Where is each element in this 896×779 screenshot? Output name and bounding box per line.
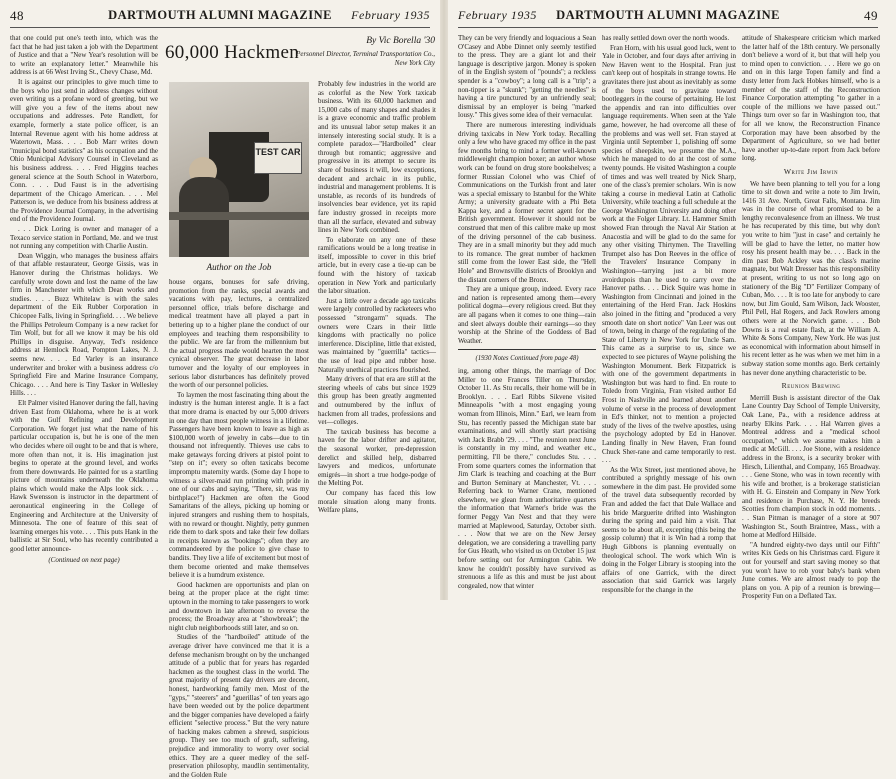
left-running-head bbox=[10, 8, 430, 24]
article-byline: By Vic Borella '30 bbox=[366, 36, 435, 46]
paragraph: Just a little over a decade ago taxicabs were largely controlled by racketeers who possessed "strongarm" squads. The owners were Czars in their little kingdoms with practically no police interference. Discipline, little that existed, was maintained by "guerrilla" tactics—the use of lead pipe and rubber hose. Naturally unethical practices flourished. bbox=[318, 296, 436, 374]
photo-caption: Author on the Job bbox=[206, 262, 272, 272]
article-title: 60,000 Hackmen bbox=[165, 42, 299, 63]
paragraph: ing, among other things, the marriage of Doc Miller to one Frances Tiller on Thursday, October 11. As Stu recalls, their home will be in Brooklyn. . . . Earl Ribbs Sikvene visited Minneapolis "with a most engaging young woman from Illinois, Minn." Earl, we learn from Stu, has recently passed the Michigan state bar examinations, and will shortly start practising with Jack Brabb '29. . . . "The reunion next June is constantly in my mind, and weather etc., permitting, I'll be there," concludes Stu. . . . From some quarters comes the information that Jim Clark is teaching and coaching at the Burr and Burton Seminary at Manchester, Vt. . . . Referring back to Warner Crane, mentioned elsewhere, we glean from authoritative quarters the information that Warner's bride was the former Peggy Van Nest and that they were married at Maplewood, Saturday, October sixth. . . . Now that we are on the New Jersey delegation, we are considering a travelling party for Gus Heath, who visited us on October 15 just before setting out for Armington Cabin. We know he couldn't possibly have survived as strenuous a life as this and must be just about congealed, now that winter bbox=[458, 366, 596, 590]
continued-from-note: (1930 Notes Continued from page 48) bbox=[475, 355, 579, 363]
page-gutter bbox=[440, 0, 448, 600]
right-column-3 bbox=[742, 34, 880, 601]
paragraph: It is against our principles to give much time to the boys who just send in address changes without even writing us a profane word of greeting, but we will give you a few of the items about new occupations and addresses. Pete Randlett, for example, formerly a state police officer, is an Internal Revenue agent with his home address at Watertown, Mass. . . . Bob Marr writes down "municipal bond statistics" as his occupation and the Ohio Municipal Advisory Counsel in Cleveland as his business address. . . . Fred Higgins teaches general science at the South School in Waterboro, Conn. . . . Dud Faust is in the advertising department of the Chicago American. . . . Mel Patterson is, we deduce from his business address at the Providence Journal Company, in the advertising end of the Providence Journal. bbox=[10, 77, 158, 224]
right-magazine-title: DARTMOUTH ALUMNI MAGAZINE bbox=[556, 8, 780, 22]
paragraph: We have been planning to tell you for a long time to sit down and write a note to Jim Irwin, 1416 31 Ave. North, Great Falls, Montana. Jim was in the course of what promised to be a lengthy reconvalesence from an illness. We trust he has recuperated by this time, but why don't you write to him "just in case" and certainly he will be glad to have the letter, no matter how rosy his present health may be. . . . Back in the dim past Bob Ackley was the class's marine magnate, but Walt Dresser has this responsibility at present, writing to us not so long ago on stationery of the Big "D" Fertilizer Company of Cuban, Mo. . . . It is too late for anybody to care now, but Jim Gould, Sam Wilson, Jack Wooster, Phil Pell, Hal Rogers, and Jack Rowlers among others were at the Norwich game. . . . Bob Downs is a real estate flash, at the William A. White & Sons Company, New York. He was just as economical with information about himself in his recent letter as he was when we met him in a subway station some months ago. Berk certainly has never done anything characteristic to be. bbox=[742, 179, 880, 377]
paragraph: Elt Palmer visited Hanover during the fall, having driven East from Oklahoma, where he is at work with the Gulf Refining and Development Corporation. We forget just what the name of his particular occupation is, but he is one of the men who decides where oil ought to be and that is where, more often than not, it is. His imagination just begins to operate at the ground level, and works from there downwards. He painted for us a startling picture of mountains underneath the Oklahoma plains which would make the Alps look sick. . . . Hawk Swensson is instructor in the department of aeronautical engineering in the College of Engineering and Architecture at the University of Minnesota. The one of feature of this seat of learning emerges his vote. . . . This puts Hank in the ballistic at Sir Soul, who has recently contributed a good letter announce- bbox=[10, 398, 158, 554]
paragraph: . . . Dick Loring is owner and manager of a Texaco service station in Portland, Me. and we trust not running any competition with Charlie Austin. bbox=[10, 225, 158, 251]
paragraph: To laymen the most fascinating thing about the industry is the human interest angle. It is a fact that more drama is enacted by our 5,000 drivers in one day than most people witness in a lifetime. Passengers have been known to leave as high as $100,000 worth of jewelry in cabs—due to tin thousand not infrequently. Thieves use cabs to make getaways forcing drivers at pistol point to "step on it"; every so often taxicabs become impromptu maternity wards. (Some day I hope to witness a silver-maid run printing with pride in one of our cabs and saying, "There, sir, was my birthplace!") Hackmen are often the Good Samaritans of the alleys, picking up homing or injured strangers and rushing them to hospitals, with no reward or thought. Nightly, petty gunmen ride them to dark spots and take their few dollars in receipts known as "bookings"; often they are commandeered by the police to give chase to bandits. They live a life of excitement but most of them become oriented and make themselves believe it is a humdrum existence. bbox=[169, 390, 309, 580]
right-column-1 bbox=[458, 34, 596, 594]
left-magazine-title: DARTMOUTH ALUMNI MAGAZINE bbox=[108, 8, 332, 22]
left-column-1 bbox=[10, 34, 158, 594]
right-page bbox=[448, 0, 888, 600]
paragraph: house organs, bonuses for safe driving, promotion from the ranks, special awards and vacations with pay, lectures, a centralized personnel office, trials before discharge and medical treatment have all played a part in bettering up to a higher plane the conduct of our employees and teaching them responsibility to the public. We are far from the millennium but the actual progress made would hearten the most cynical observer. The great decrease in labor turnover and the loyalty of our employees in serious labor disturbances has definitely proved the worth of our personnel policies. bbox=[169, 278, 309, 390]
left-page bbox=[0, 0, 440, 779]
left-column-3 bbox=[318, 80, 436, 594]
section-heading-reunion-brewing: Reunion Brewing bbox=[781, 381, 841, 391]
paragraph: Our company has faced this low morale situation along many fronts. Welfare plans, bbox=[318, 488, 436, 515]
left-page-number: 48 bbox=[10, 8, 24, 23]
left-issue-date: February 1935 bbox=[351, 8, 430, 22]
paragraph: that one could put one's teeth into, which was the fact that he had just taken a job with the Department of Justice and that a "New Year's resolution will be to write an explanatory letter." Meanwhile his address is at 66 West Irving St., Chevy Chase, Md. bbox=[10, 34, 158, 77]
author-description: Personnel Director, Terminal Transportation Co., New York City bbox=[296, 50, 435, 67]
paragraph: To elaborate on any one of these ramifications would be a long treatise in itself, impossible to cover in this brief article, but in every case a tie-up can be found with the history of taxicab operation in New York and particularly the labor situation. bbox=[318, 235, 436, 296]
right-head-rule bbox=[458, 27, 878, 28]
paragraph: Dean Wiggin, who manages the business affairs of that affable restaurateur, George Gissis, was in Hanover during the Christmas holidays. We carefully wrote down and lost the name of the law firm in Manchester with which Dean works and studies. . . . Buzz Whitelaw is with the sales department of the Eik Rubber Corporation in Chicopee Falls, living in Springfield. . . . We believe the Phillips Petroleum Company is a new racket for Tim Wolf, but for all we know it may be his old Phillips in disguise. Anyway, Ted's residence address at Hemlock Road, Pompton Lakes, N. J. seems new. . . . Ed Varley is an insurance underwriter and broker with a business address c/o Springfield Fire and Marine Insurance Company, Chicago. . . . And here is Tiny Tasker in Wellesley Hills. . . . bbox=[10, 251, 158, 398]
right-page-number: 49 bbox=[864, 8, 878, 23]
right-issue-date: February 1935 bbox=[458, 8, 537, 22]
paragraph: Fran Horn, with his usual good luck, went to Yale in October, and four days after arriving in New Haven went to the Hospital. Fran just can't keep out of hospitals in strange towns. He gravitates there just about as inevitably as some of the boys used to gravitate toward bootleggers in the course of pertaining. He lost the appendix and ran into difficulties over language requirements. When seen at the Yale game, however, he had overcome all these of the problems and was well set. Fran stayed at Virginia until September 1, polishing off some species of sheepskin, we presume the M.A., which he managed to do at the cost of some twenty pounds. He visited Washington a couple of times and was well treated by Nick Sharp, one of the class's premier scholars. Win is now taking a course in medieval Latin at Catholic University, while teaching a full schedule at the George Washington University and doing other work at the Folger Library. Lt. Hammer Smith showed Fran through the Naval Air Station at Anacostia and will be glad to do the same for any other visiting Thirtymen. The Travelling Trumpet also has Don Reeves in the office of the Travelers' Insurance Company in Washington—tarrying just a bit more avoirdupois than he used to carry over the Hanover paths. . . . Dick Squire was home in Washington from Cincinnati and joined in the entertaining of the Herd Fran. Jack Hoskins also joined in the fitting and "produced a very smooth date on short notice" Van Leer was out of town, being in charge of the regulating of the State of Liberty in New York for Uncle Sam. This came as a surprise to us, since we expected to see pictures of Wayne polishing the Washington Monument. Berk Fitzpatrick is with one of the government departments in Washington but was hard to find. En route to Toledo from Virginia, Fran visited author Ed Frost in Nashville and learned about another volume of verse in the process of development in Ed's thinker, not to mention a projected study of the lives of the twelve apostles, using the psychology adopted by Ed in Hanover. Landing finally in New Haven, Fran found Chuck Sher-rane and came temporarily to rest. . . . bbox=[602, 43, 736, 465]
paragraph: attitude of Shakespeare criticism which marked the latter half of the 18th century. We personally don't believe a word of it, but that will help you to mind open to conviction. . . . Here we go on and on in this large Topen family and find a dusty letter from Jack Hobkes himself, who is a member of the staff of the Reconstruction Finance Corporation attempting "to gather in a couple of the millions we have passed out." Things turn over so far in Washington too, that for all we know, the Reconstruction Finance Corporation may have been absorbed by the Department of Agriculture, so we had better have another up-to-date report from Jack before long. bbox=[742, 34, 880, 163]
paragraph: The taxicab business has become a haven for the labor drifter and agitator, the seasonal worker, pre-depression derelict and skilled help, disbarred lawyers and medicos, unfortunate emigrés—in short a true hodge-podge of the Melting Pot. bbox=[318, 427, 436, 488]
paragraph: Good hackmen are opportunists and plan on being at the proper place at the right time: uptown in the morning to take passengers to work and downtown in late afternoon to reverse the process; the Broadway area at "showbreak"; the night club neighborhoods still later, and so on. bbox=[169, 580, 309, 632]
paragraph: As the Wix Street, just mentioned above, he contributed a sprightly message of his own somewhere in the dim past. He provided some of the travel data subsequently recorded by Fran and added the fact that Dale Wallace and his bride Marguerite drifted into Washington during the spring and paid him a visit. That seems to be about all, excepting (this being the gossip column) that it is Win had a romp that Hugh Gibbons is planning eventually on theological school. The work which Win is doing in the Folger Library is stooping into the affairs of one Garrick, with the direct association that said Garrick was largely responsible for the change in the bbox=[602, 465, 736, 594]
paragraph: Many drivers of that era are still at the steering wheels of cabs but since 1929 this group has been greatly augmented and outnumbered by the influx of hackmen from all trades, professions and vet—colleges. bbox=[318, 375, 436, 427]
left-head-rule bbox=[10, 27, 430, 28]
author-photo bbox=[169, 82, 309, 257]
section-heading-write-jim-irwin: Write Jim Irwin bbox=[783, 166, 839, 176]
paragraph: There are numerous interesting individuals driving taxicabs in New York today. Recalling only a few who have graced my office in the past few months bring to mind a former well-known middleweight champion boxer; an author whose work can be found on drug store bookshelves; a former Russian Colonel who was Chief of Communications on the Turkish front and later was a special emissary to Istanbul for the White Army; a university graduate with a Phi Beta Kappa key, and a former secret agent for the British government. However it should not be construed that men of this calibre make up most of the driving personnel of the cab business. They are in a small minority but they add much to its romance. The great number of hackmen still come from the lower East side, the "Hell Hole" and Brownsville districts of Brooklyn and the distant corners of the Bronx. bbox=[458, 120, 596, 284]
section-divider bbox=[458, 349, 596, 350]
right-running-head bbox=[458, 8, 878, 24]
paragraph: They are a unique group, indeed. Every race and nation is represented among them—every political dogma—every religious creed. But they are all pagans when it comes to one thing—rain and sleet always double their earnings—so they worship at the Shrine of the Goddess of Bad Weather. bbox=[458, 285, 596, 345]
paragraph: "A hundred eighty-two days until our Fifth" writes Kix Geds on his Christmas card. Figure it out for yourself and start saving money so that you won't have to rob your baby's bank when June comes. We are almost ready to pop the plans on you. A pip of a reunion is brewing—Prosperity Fun on a Deflated Tax. bbox=[742, 540, 880, 601]
paragraph: Probably few industries in the world are as colorful as the New York taxicab business. With its 60,000 hackmen and 15,000 cabs of many shapes and shades it is a grave economic and traffic problem and its unusual labor setup makes it an intensely interesting social study. It is a complete paradox—"Hardboiled" clear through but romantic; aggressive and progressive in its attempt to secure its share of business it will, low exceptions, decadent and archaic in its public, industrial and management problems. It is unstable, as records of its hundreds of insolvencies bear evidence, yet its rapid fare industry grossed in receipts more than all the surface, elevated and subway lines in New York combined. bbox=[318, 80, 436, 235]
paragraph: Studies of the "hardboiled" attitude of the average driver have convinced me that it is a defense mechanism brought on by the unchanged attitude of a public that for years has regarded hackmen as the toughest class in the world. The great majority of present day drivers are decent, honest, hardworking family men. Most of the "gyps," "steerers" and "guerillas" of ten years ago have been weeded out by the police department and the bigger companies have developed a fairly efficient "selective process." But the very nature of hacking makes cabmen a shrewd, suspicious group. They see too much of graft, suffering, prejudice and immorality to worry over social ethics. They are a queer medley of the self-preservation philosophy, maudlin sentimentality, and the Golden Rule bbox=[169, 633, 309, 779]
article-header bbox=[165, 34, 435, 74]
continued-note: (Continued on next page) bbox=[48, 555, 120, 564]
paragraph: Merrill Bush is assistant director of the Oak Lane Country Day School of Temple University, Oak Lane, Pa., with a residence address at nearby Elkins Park. . . . Hal Warren gives a Montreal address and a "medical school occupation," which we assume makes him a medic at McGill. . . . Joe Stone, with a residence address in the Bronx, is a security broker with Hirsch, Lilienthal, and Company, 165 Broadway. . . . Gene Stone, who was in town recently with his wife and brother, is a brokerage statistician with H. G. Einstein and Company in New York and residence in Purchase, N. Y. He breeds Scotties from champion stock in odd moments. . . . Stan Pitman is manager of a store at 907 Washington St., South Braintree, Mass., with a home at Medford Hillside. bbox=[742, 393, 880, 540]
left-column-2 bbox=[169, 278, 309, 779]
paragraph: has really settled down over the north woods. bbox=[602, 34, 730, 42]
right-column-2 bbox=[602, 34, 736, 594]
paragraph: They can be very friendly and loquacious a Sean O'Casey and Abbe Dinnet only seemly testified to the press. They are a giant lot and their language is descriptive jargon. Money is spoken of in the English system of "pounds"; a reckless spender is a "cowboy"; a long call is a "trip"; a non-tipper is a "skunk"; "getting the needles" is having a tire punctured by an unfriendly seal; dismissal by an employer is being "marked lousy." This gives some idea of their vernacular. bbox=[458, 34, 596, 120]
photo-sign: TEST CAR bbox=[254, 142, 302, 174]
